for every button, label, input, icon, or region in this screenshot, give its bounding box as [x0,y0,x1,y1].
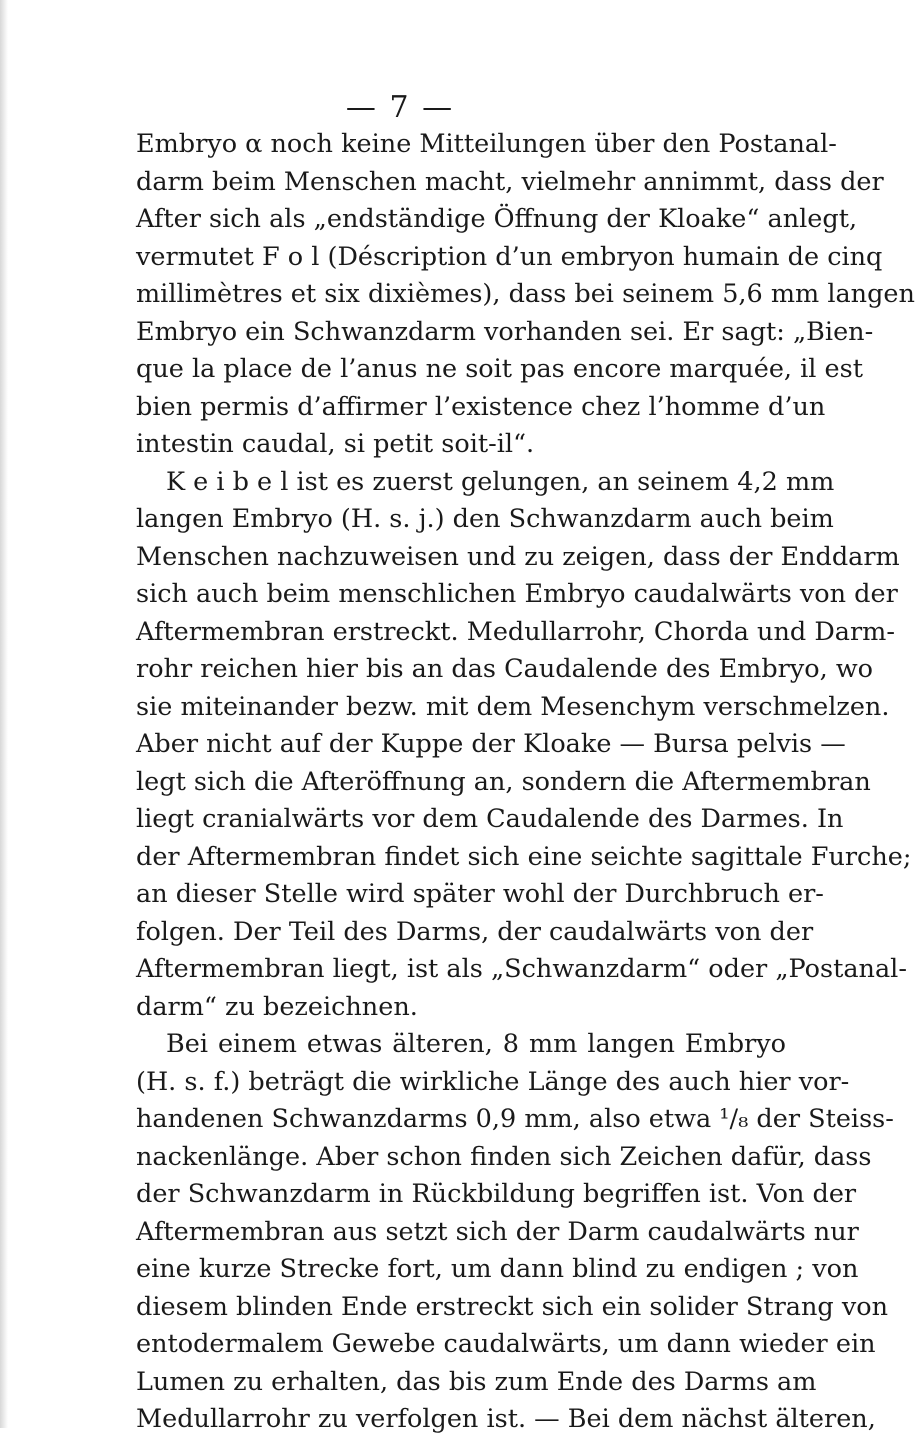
text-line: legt sich die Afteröffnung an, sondern die Aftermembran [136,766,871,797]
text-line: K e i b e l ist es zuerst gelungen, an seinem 4,2 mm [166,466,835,497]
text-line: sich auch beim menschlichen Embryo caudalwärts von der [136,579,898,609]
text-line: After sich als „endständige Öffnung der Kloake“ anlegt, [136,204,858,234]
text-line: Aftermembran liegt, ist als „Schwanzdarm“ oder „Postanal- [136,954,907,984]
text-line: intestin caudal, si petit soit-il“. [136,429,535,459]
text-line: eine kurze Strecke fort, um dann blind zu endigen ; von [136,1254,859,1284]
text-line: Medullarrohr zu verfolgen ist. — Bei dem nächst älteren, [136,1404,876,1434]
text-line: Embryo ein Schwanzdarm vorhanden sei. Er sagt: „Bien- [136,316,874,347]
text-line: (H. s. f.) beträgt die wirkliche Länge des auch hier vor- [136,1066,850,1097]
text-line: bien permis d’affirmer l’existence chez l’homme d’un [136,391,826,422]
text-line: que la place de l’anus ne soit pas encore marquée, il est [136,354,863,384]
text-line: Menschen nachzuweisen und zu zeigen, dass der Enddarm [136,541,900,572]
text-line: Aftermembran aus setzt sich der Darm caudalwärts nur [136,1216,859,1247]
text-line: Embryo α noch keine Mitteilungen über den Postanal- [136,129,837,159]
text-line: diesem blinden Ende erstreckt sich ein solider Strang von [136,1291,889,1322]
text-line: folgen. Der Teil des Darms, der caudalwärts von der [136,916,814,947]
text-line: darm“ zu bezeichnen. [136,991,418,1022]
text-line: liegt cranialwärts vor dem Caudalende des Darmes. In [136,804,844,834]
text-line: Aftermembran erstreckt. Medullarrohr, Chorda und Darm- [136,616,895,647]
text-line: langen Embryo (H. s. j.) den Schwanzdarm auch beim [136,504,834,534]
text-line: vermutet F o l (Déscription d’un embryon humain de cinq [136,241,883,272]
text-line: der Schwanzdarm in Rückbildung begriffen ist. Von der [136,1179,857,1209]
text-line: entodermalem Gewebe caudalwärts, um dann wieder ein [136,1329,876,1359]
text-line: millimètres et six dixièmes), dass bei seinem 5,6 mm langen [136,279,915,309]
text-line: der Aftermembran findet sich eine seichte sagittale Furche; [136,841,912,872]
text-line: handenen Schwanzdarms 0,9 mm, also etwa ¹/₈ der Steiss- [136,1104,894,1134]
page-number: — 7 — [345,90,455,125]
text-line: darm beim Menschen macht, vielmehr annimmt, dass der [136,166,884,197]
text-line: an dieser Stelle wird später wohl der Durchbruch er- [136,879,824,909]
text-line: nackenlänge. Aber schon finden sich Zeichen dafür, dass [136,1141,872,1172]
text-line: rohr reichen hier bis an das Caudalende des Embryo, wo [136,654,874,684]
page-edge-shadow [0,0,8,1428]
text-line: Aber nicht auf der Kuppe der Kloake — Bursa pelvis — [136,729,846,759]
text-line: Bei einem etwas älteren, 8 mm langen Embryo [166,1029,786,1059]
text-line: sie miteinander bezw. mit dem Mesenchym verschmelzen. [136,691,890,722]
text-line: Lumen zu erhalten, das bis zum Ende des Darms am [136,1366,817,1397]
body-text [136,126,915,1439]
